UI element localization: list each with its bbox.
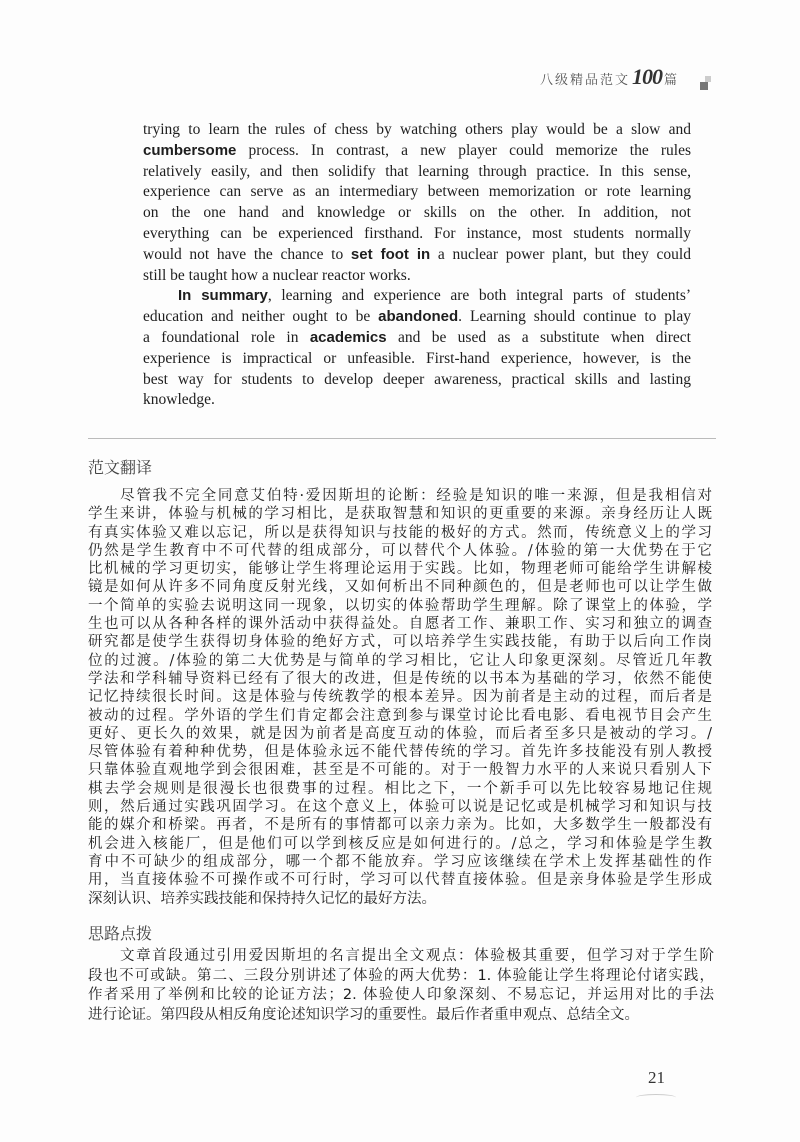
- translation-line: 则，然后通过实践巩固学习。在这个意义上，体验可以说是记忆或是机械学习和知识与技: [88, 799, 712, 816]
- text-segment: experience can serve as an intermediary between memorization or rote learning: [143, 183, 691, 201]
- text-segment: best way for students to develop deeper awareness, practical skills and lasting: [143, 370, 691, 388]
- essay-line: [143, 141, 691, 162]
- translation-line: 尽管体验有着种种优势，但是体验永远不能代替传统的学习。首先许多技能没有别人教授: [88, 744, 712, 761]
- highlighted-phrase: In summary: [178, 287, 268, 305]
- translation-line: 深刻认识、培养实践技能和保持持久记忆的最好方法。: [88, 890, 436, 907]
- translation-line: 记忆持续很长时间。这是体验与传统教学的根本差异。因为前者是主动的过程，而后者是: [88, 689, 712, 706]
- essay-line: [143, 349, 691, 370]
- essay-line: [143, 245, 691, 266]
- translation-line: 被动的过程。学外语的学生们肯定都会注意到参与课堂讨论比看电影、看电视节目会产生: [88, 707, 712, 724]
- translation-line: 仍然是学生教育中不可代替的组成部分，可以替代个人体验。/体验的第一大优势在于它: [88, 542, 712, 559]
- translation-line: 能的媒介和桥梁。再者，不是所有的事情都可以亲力亲为。比如，大多数学生一般都没有: [88, 817, 712, 834]
- essay-line: [143, 203, 691, 224]
- text-segment: trying to learn the rules of chess by watching others play would be a slow and: [143, 121, 691, 138]
- text-segment: relatively easily, and then solidify that learning through practice. In this sense,: [143, 162, 691, 180]
- translation-line: 位的过渡。/体验的第二大优势是与简单的学习相比，它让人印象更深刻。尽管近几年教: [88, 652, 712, 669]
- header-square-icon: [700, 82, 708, 90]
- translation-line: 有真实体验又难以忘记，所以是获得知识与技能的极好的方式。然而，传统意义上的学习: [88, 524, 712, 541]
- translation-text: [88, 487, 712, 908]
- text-segment: on the one hand and knowledge or skills on the other. In addition, not: [143, 204, 691, 222]
- translation-line: 更好、更长久的效果，就是因为前者是高度互动的体验，而后者至多只是被动的学习。/: [88, 725, 712, 742]
- translation-heading: 范文翻译: [88, 458, 153, 477]
- text-segment: process. In contrast, a new player could memorize the rules: [236, 141, 691, 159]
- running-header: [540, 64, 679, 90]
- text-segment: a nuclear power plant, but they could: [430, 245, 691, 263]
- essay-line: [143, 266, 691, 287]
- text-segment: , learning and experience are both integral parts of students’: [267, 287, 692, 305]
- text-segment: knowledge.: [143, 391, 215, 409]
- essay-line: [143, 307, 691, 328]
- text-segment: a foundational role in: [143, 328, 310, 346]
- essay-line: [143, 328, 691, 349]
- translation-line: 生也可以从各种各样的课外活动中获得益处。自愿者工作、兼职工作、实习和独立的调查: [88, 616, 712, 633]
- translation-line: 研究都是使学生获得切身体验的绝好方式，可以培养学生实践技能，有助于以后向工作岗: [88, 634, 712, 651]
- essay-line: [143, 162, 691, 183]
- section-divider: [88, 438, 716, 439]
- translation-line: 学生来讲，体验与机械的学习相比，是获取智慧和知识的更重要的来源。亲身经历让人既: [88, 506, 712, 523]
- translation-line: 比机械的学习更切实，能够让学生将理论运用于实践。比如，物理老师可能给学生讲解棱: [88, 561, 712, 578]
- translation-line: 学法和学科辅导资料已经有了很大的改进，但是传统的以书本为基础的学习，依然不能使: [88, 670, 712, 687]
- essay-line: [143, 120, 691, 141]
- text-segment: still be taught how a nuclear reactor works.: [143, 266, 411, 284]
- analysis-text: [88, 947, 714, 1025]
- highlighted-phrase: set foot in: [350, 245, 431, 263]
- highlighted-phrase: cumbersome: [143, 141, 237, 159]
- header-number: 100: [632, 64, 663, 89]
- essay-line: [143, 182, 691, 203]
- analysis-line: 文章首段通过引用爱因斯坦的名言提出全文观点：体验极其重要，但学习对于学生阶: [120, 948, 714, 964]
- page-number-ornament: [636, 1094, 676, 1101]
- text-segment: would not have the chance to: [143, 245, 351, 263]
- translation-line: 只靠体验直观地学到会很困难，甚至是不可能的。对于一般智力水平的人来说只看别人下: [88, 762, 712, 779]
- analysis-heading: 思路点拨: [88, 924, 153, 943]
- header-suffix: 篇: [664, 73, 680, 88]
- translation-line: 棋去学会规则是很漫长也很费事的过程。相比之下，一个新手可以先比较容易地记住规: [88, 780, 712, 797]
- essay-line: [143, 370, 691, 391]
- analysis-line: 段也不可或缺。第二、三段分别讲述了体验的两大优势：1. 体验能让学生将理论付诸实践，: [88, 967, 714, 984]
- analysis-line: 作者采用了举例和比较的论证方法；2. 体验使人印象深刻、不易忘记，并运用对比的手法: [88, 987, 714, 1003]
- text-segment: education and neither ought to be: [143, 308, 379, 326]
- page-number: 21: [648, 1068, 665, 1087]
- essay-text: [143, 120, 691, 411]
- text-segment: everything can be experienced firsthand. For instance, most students normally: [143, 224, 691, 242]
- essay-line: [143, 286, 691, 307]
- translation-line: 一个简单的实验去说明这同一现象，以切实的体验帮助学生理解。除了课堂上的体验，学: [88, 597, 712, 614]
- essay-line: [143, 224, 691, 245]
- text-segment: and be used as a substitute when direct: [386, 328, 691, 346]
- translation-line: 机会进入核能厂，但是他们可以学到核反应是如何进行的。/总之，学习和体验是学生教: [88, 835, 712, 852]
- text-segment: . Learning should continue to play: [458, 308, 691, 326]
- essay-line: [143, 390, 691, 411]
- header-title: 八级精品范文: [540, 73, 631, 88]
- highlighted-phrase: abandoned: [378, 308, 459, 326]
- translation-line: 尽管我不完全同意艾伯特·爱因斯坦的论断：经验是知识的唯一来源，但是我相信对: [120, 488, 712, 504]
- analysis-line: 进行论证。第四段从相反角度论述知识学习的重要性。最后作者重申观点、总结全文。: [88, 1006, 639, 1023]
- highlighted-phrase: academics: [309, 328, 387, 346]
- translation-line: 用，当直接体验不可操作或不可行时，学习可以代替直接体验。但是亲身体验是学生形成: [88, 872, 712, 889]
- translation-line: 镜是如何从许多不同角度反射光线，又如何析出不同种颜色的，但是老师也可以让学生做: [88, 579, 712, 596]
- text-segment: experience is impractical or unfeasible. First-hand experience, however, is the: [143, 349, 691, 367]
- translation-line: 育中不可缺少的组成部分，哪一个都不能放弃。学习应该继续在学术上发挥基础性的作: [88, 853, 712, 870]
